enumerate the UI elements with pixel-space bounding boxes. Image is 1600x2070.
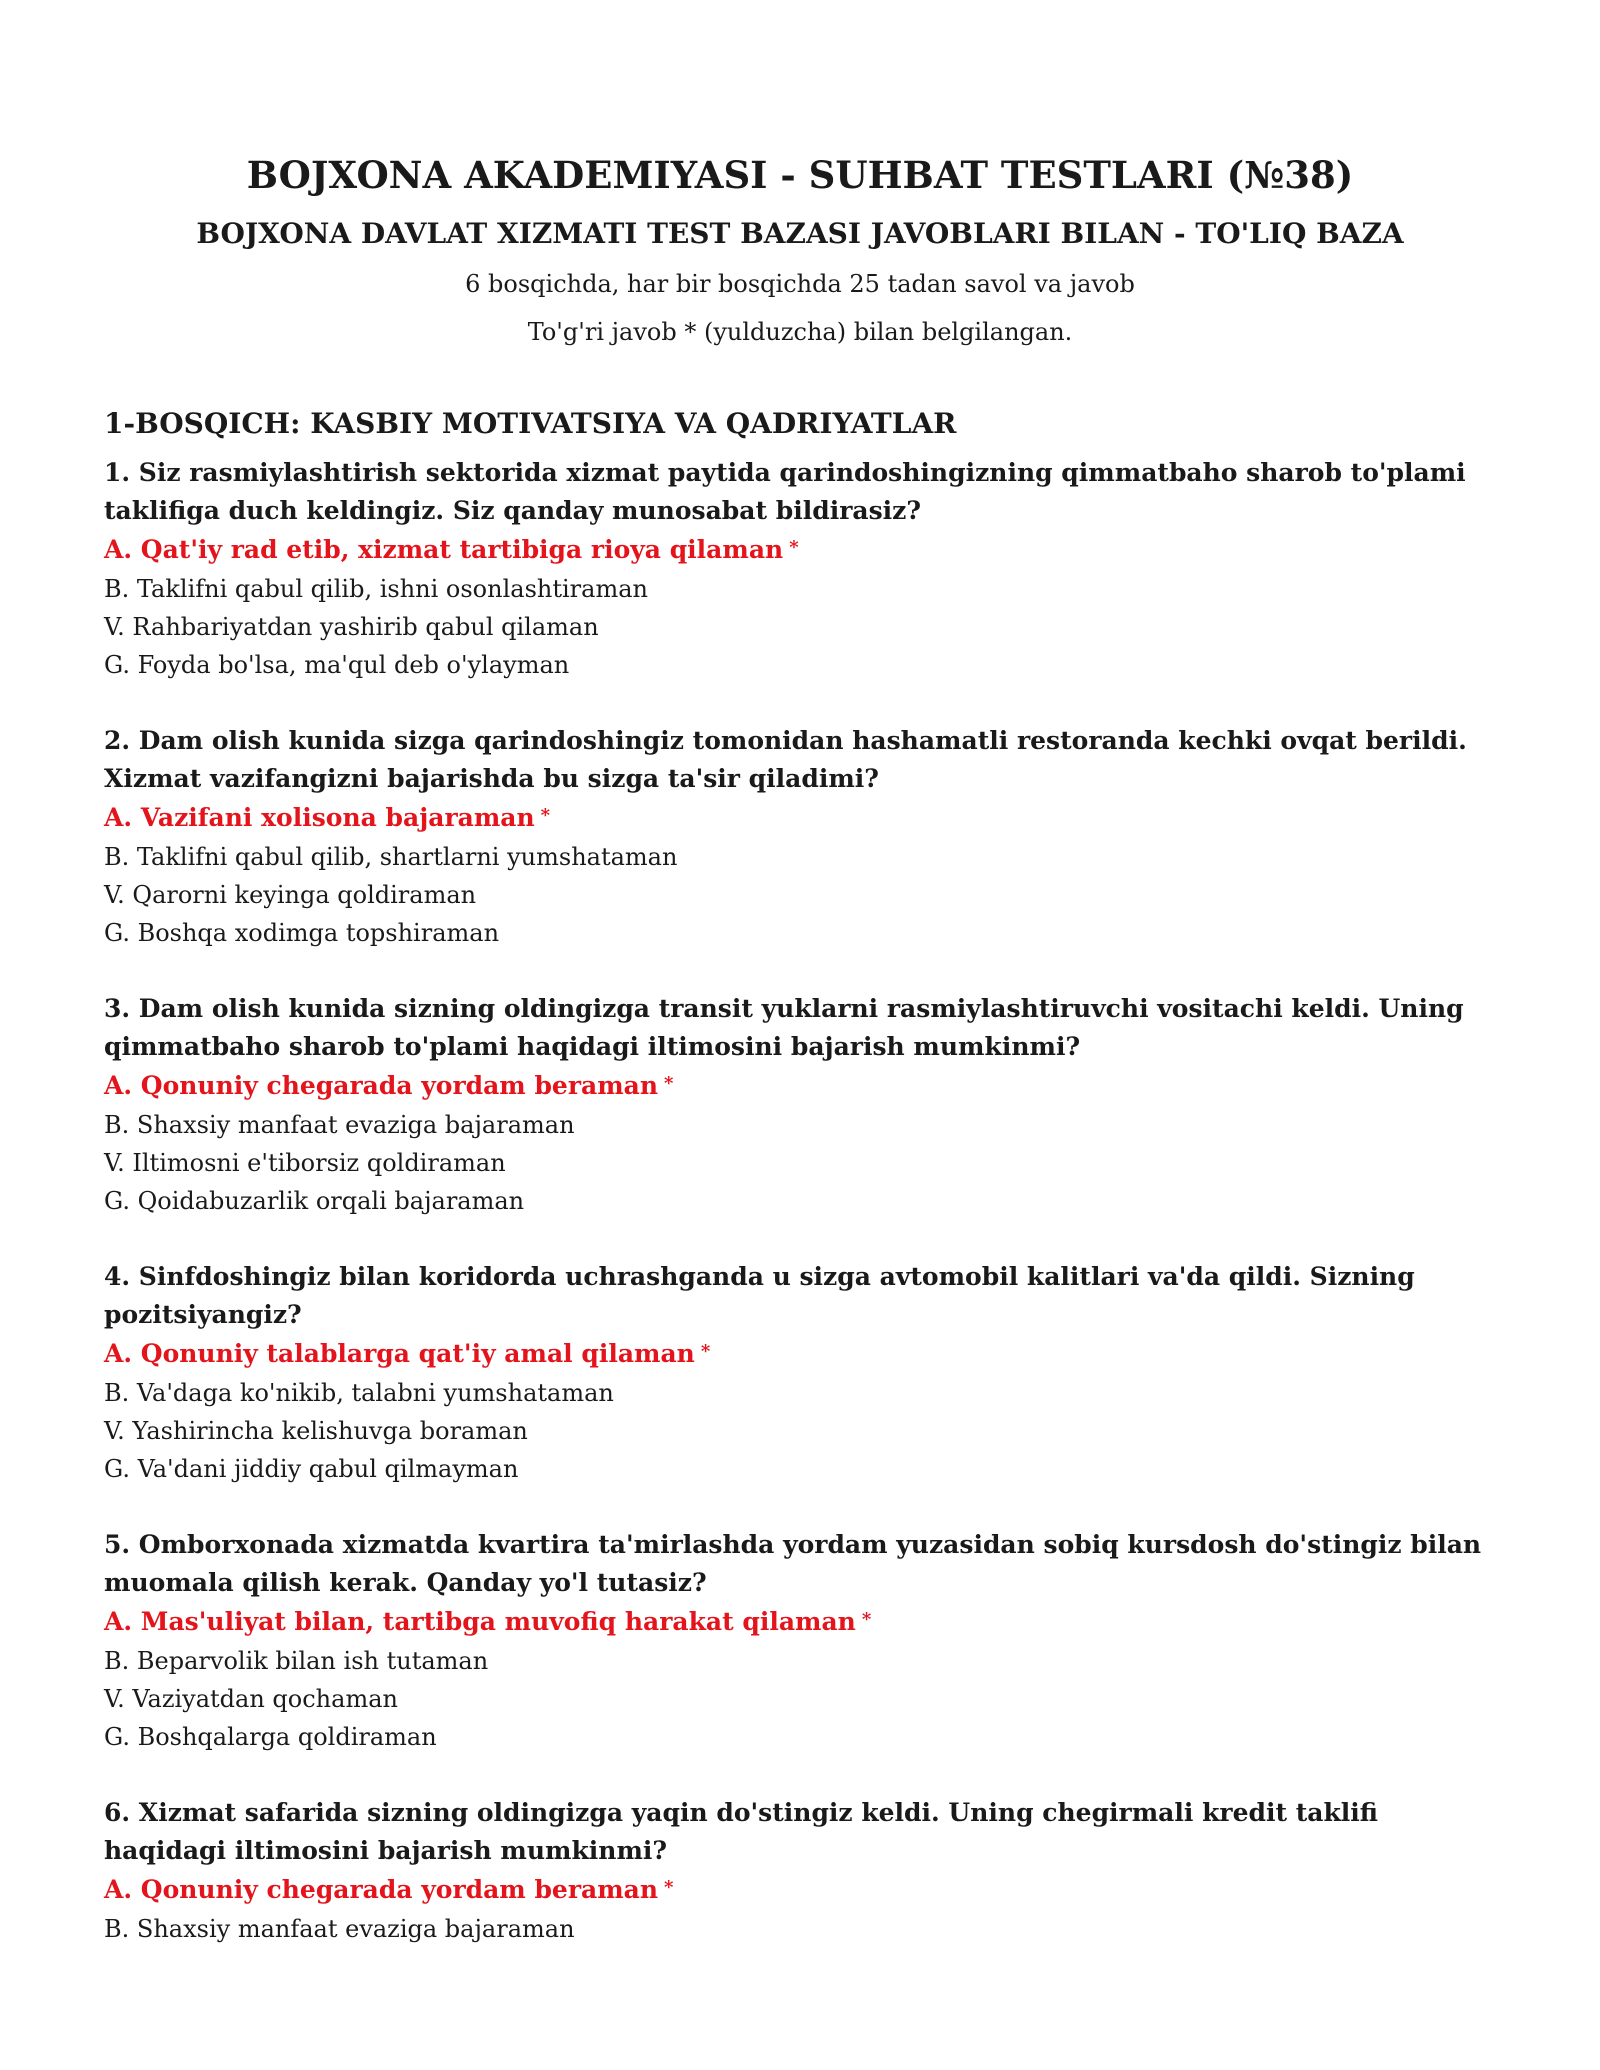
question-4 [104, 1258, 1504, 1488]
correct-marker: * [789, 537, 799, 558]
answer-option: B. Beparvolik bilan ish tutaman [104, 1647, 489, 1675]
correct-marker: * [664, 1073, 674, 1094]
answer-option: B. Shaxsiy manfaat evaziga bajaraman [104, 1915, 575, 1943]
correct-answer [104, 798, 1504, 838]
answer-marker-note: To'g'ri javob * (yulduzcha) bilan belgilangan. [527, 318, 1073, 346]
answer-option: G. Boshqa xodimga topshiraman [104, 919, 500, 947]
document-description: 6 bosqichda, har bir bosqichda 25 tadan savol va javob [465, 270, 1135, 298]
answer-option: B. Taklifni qabul qilib, shartlarni yumshataman [104, 843, 678, 871]
answer-text: A. Qonuniy chegarada yordam beraman [104, 1875, 659, 1904]
answer-text: A. Qat'iy rad etib, xizmat tartibiga rioya qilaman [104, 535, 784, 564]
document-subtitle: BOJXONA DAVLAT XIZMATI TEST BAZASI JAVOBLARI BILAN - TO'LIQ BAZA [196, 217, 1404, 250]
answer-option: V. Yashirincha kelishuvga boraman [104, 1417, 528, 1445]
question-2 [104, 722, 1504, 952]
correct-answer [104, 1870, 1504, 1910]
answer-option: V. Rahbariyatdan yashirib qabul qilaman [104, 613, 599, 641]
correct-marker: * [861, 1609, 872, 1630]
question-5 [104, 1526, 1504, 1756]
question-6 [104, 1794, 1504, 1948]
answer-option: V. Vaziyatdan qochaman [104, 1685, 398, 1713]
correct-answer [104, 1334, 1504, 1374]
answer-option: V. Iltimosni e'tiborsiz qoldiraman [104, 1149, 506, 1177]
question-text: 6. Xizmat safarida sizning oldingizga yaqin do'stingiz keldi. Uning chegirmali kredit taklifi haqidagi iltimosini bajarish mumkinmi? [104, 1798, 1378, 1865]
section-title: 1-BOSQICH: KASBIY MOTIVATSIYA VA QADRIYATLAR [104, 407, 957, 440]
answer-option: G. Va'dani jiddiy qabul qilmayman [104, 1455, 519, 1483]
answer-option: G. Boshqalarga qoldiraman [104, 1723, 437, 1751]
answer-text: A. Vazifani xolisona bajaraman [104, 803, 535, 832]
answer-text: A. Qonuniy chegarada yordam beraman [104, 1071, 659, 1100]
document-page [104, 150, 1504, 1948]
question-list [104, 454, 1504, 1948]
question-text: 4. Sinfdoshingiz bilan koridorda uchrashganda u sizga avtomobil kalitlari va'da qildi. Sizning pozitsiyangiz? [104, 1262, 1415, 1329]
question-text: 5. Omborxonada xizmatda kvartira ta'mirlashda yordam yuzasidan sobiq kursdosh do'stingiz bilan muomala qilish kerak. Qanday yo'l tutasiz? [104, 1530, 1482, 1597]
correct-marker: * [664, 1877, 674, 1898]
answer-option: B. Va'daga ko'nikib, talabni yumshataman [104, 1379, 614, 1407]
question-text: 2. Dam olish kunida sizga qarindoshingiz tomonidan hashamatli restoranda kechki ovqat berildi. Xizmat vazifangizni bajarishda bu sizga ta'sir qiladimi? [104, 726, 1467, 793]
document-title: BOJXONA AKADEMIYASI - SUHBAT TESTLARI (№38) [246, 153, 1354, 197]
answer-option: G. Qoidabuzarlik orqali bajaraman [104, 1187, 525, 1215]
question-text: 3. Dam olish kunida sizning oldingizga transit yuklarni rasmiylashtiruvchi vositachi keldi. Uning qimmatbaho sharob to'plami haqidagi iltimosini bajarish mumkinmi? [104, 994, 1464, 1061]
correct-answer [104, 530, 1504, 570]
correct-marker: * [540, 805, 551, 826]
question-3 [104, 990, 1504, 1220]
document-header [104, 150, 1496, 350]
answer-text: A. Qonuniy talablarga qat'iy amal qilaman [104, 1339, 695, 1368]
answer-option: G. Foyda bo'lsa, ma'qul deb o'ylayman [104, 651, 570, 679]
answer-option: V. Qarorni keyinga qoldiraman [104, 881, 477, 909]
answer-text: A. Mas'uliyat bilan, tartibga muvofiq harakat qilaman [104, 1607, 856, 1636]
answer-option: B. Taklifni qabul qilib, ishni osonlashtiraman [104, 575, 648, 603]
question-1 [104, 454, 1504, 684]
answer-option: B. Shaxsiy manfaat evaziga bajaraman [104, 1111, 575, 1139]
correct-answer [104, 1066, 1504, 1106]
correct-marker: * [700, 1341, 711, 1362]
question-text: 1. Siz rasmiylashtirish sektorida xizmat paytida qarindoshingizning qimmatbaho sharob to'plami taklifiga duch keldingiz. Siz qanday munosabat bildirasiz? [104, 458, 1466, 525]
correct-answer [104, 1602, 1504, 1642]
